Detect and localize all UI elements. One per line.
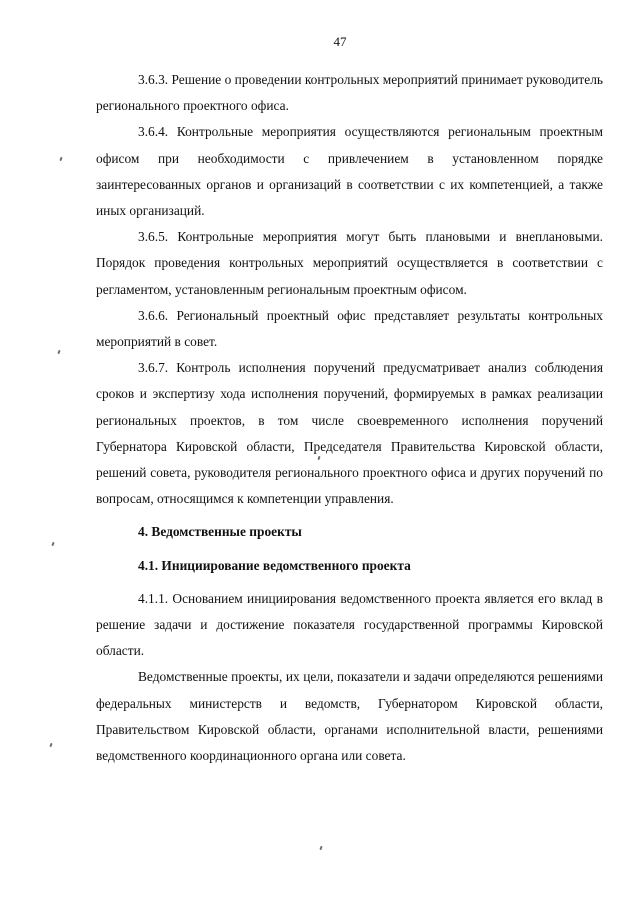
paragraph-3-6-5: 3.6.5. Контрольные мероприятия могут быть плановыми и внеплановыми. Порядок проведения контрольных мероприятий осуществляется в соответствии с регламентом, установленным региональным проектным офисом. [96,229,603,297]
page-number: 47 [333,34,347,49]
scan-speck [51,542,54,546]
scan-speck [59,157,62,161]
paragraph-departmental-projects: Ведомственные проекты, их цели, показатели и задачи определяются решениями федеральных министерств и ведомств, Губернатором Кировской области, Правительством Кировской области, органами исполнительной власти, решениями ведомственного координационного органа или совета. [96,669,603,764]
scan-speck [57,350,60,354]
paragraph-3-6-7: 3.6.7. Контроль исполнения поручений предусматривает анализ соблюдения сроков и экспертизу хода исполнения поручений, формируемых в рамках реализации региональных проектов, в том числе своевременного исполнения поручений Губернатора Кировской области, Председателя Правительства Кировской области, решений совета, руководителя регионального проектного офиса и других поручений по вопросам, относящимся к компетенции управления. [96,360,603,507]
paragraph-3-6-6: 3.6.6. Региональный проектный офис представляет результаты контрольных мероприятий в совет. [96,307,603,350]
document-body [96,67,603,769]
scan-speck [319,846,322,850]
subsection-heading: 4.1. Инициирование ведомственного проекта [138,557,411,573]
section-heading: 4. Ведомственные проекты [138,524,302,540]
paragraph-4-1-1: 4.1.1. Основанием инициирования ведомственного проекта является его вклад в решение задачи и достижение показателя государственной программы Кировской области. [96,590,603,659]
paragraph-3-6-4: 3.6.4. Контрольные мероприятия осуществляются региональным проектным офисом при необходимости с привлечением в установленном порядке заинтересованных органов и организаций в соответствии с их компетенцией, а также иных организаций. [96,124,603,219]
scan-speck [49,743,52,747]
paragraph-3-6-3: 3.6.3. Решение о проведении контрольных мероприятий принимает руководитель регионального проектного офиса. [96,72,603,114]
